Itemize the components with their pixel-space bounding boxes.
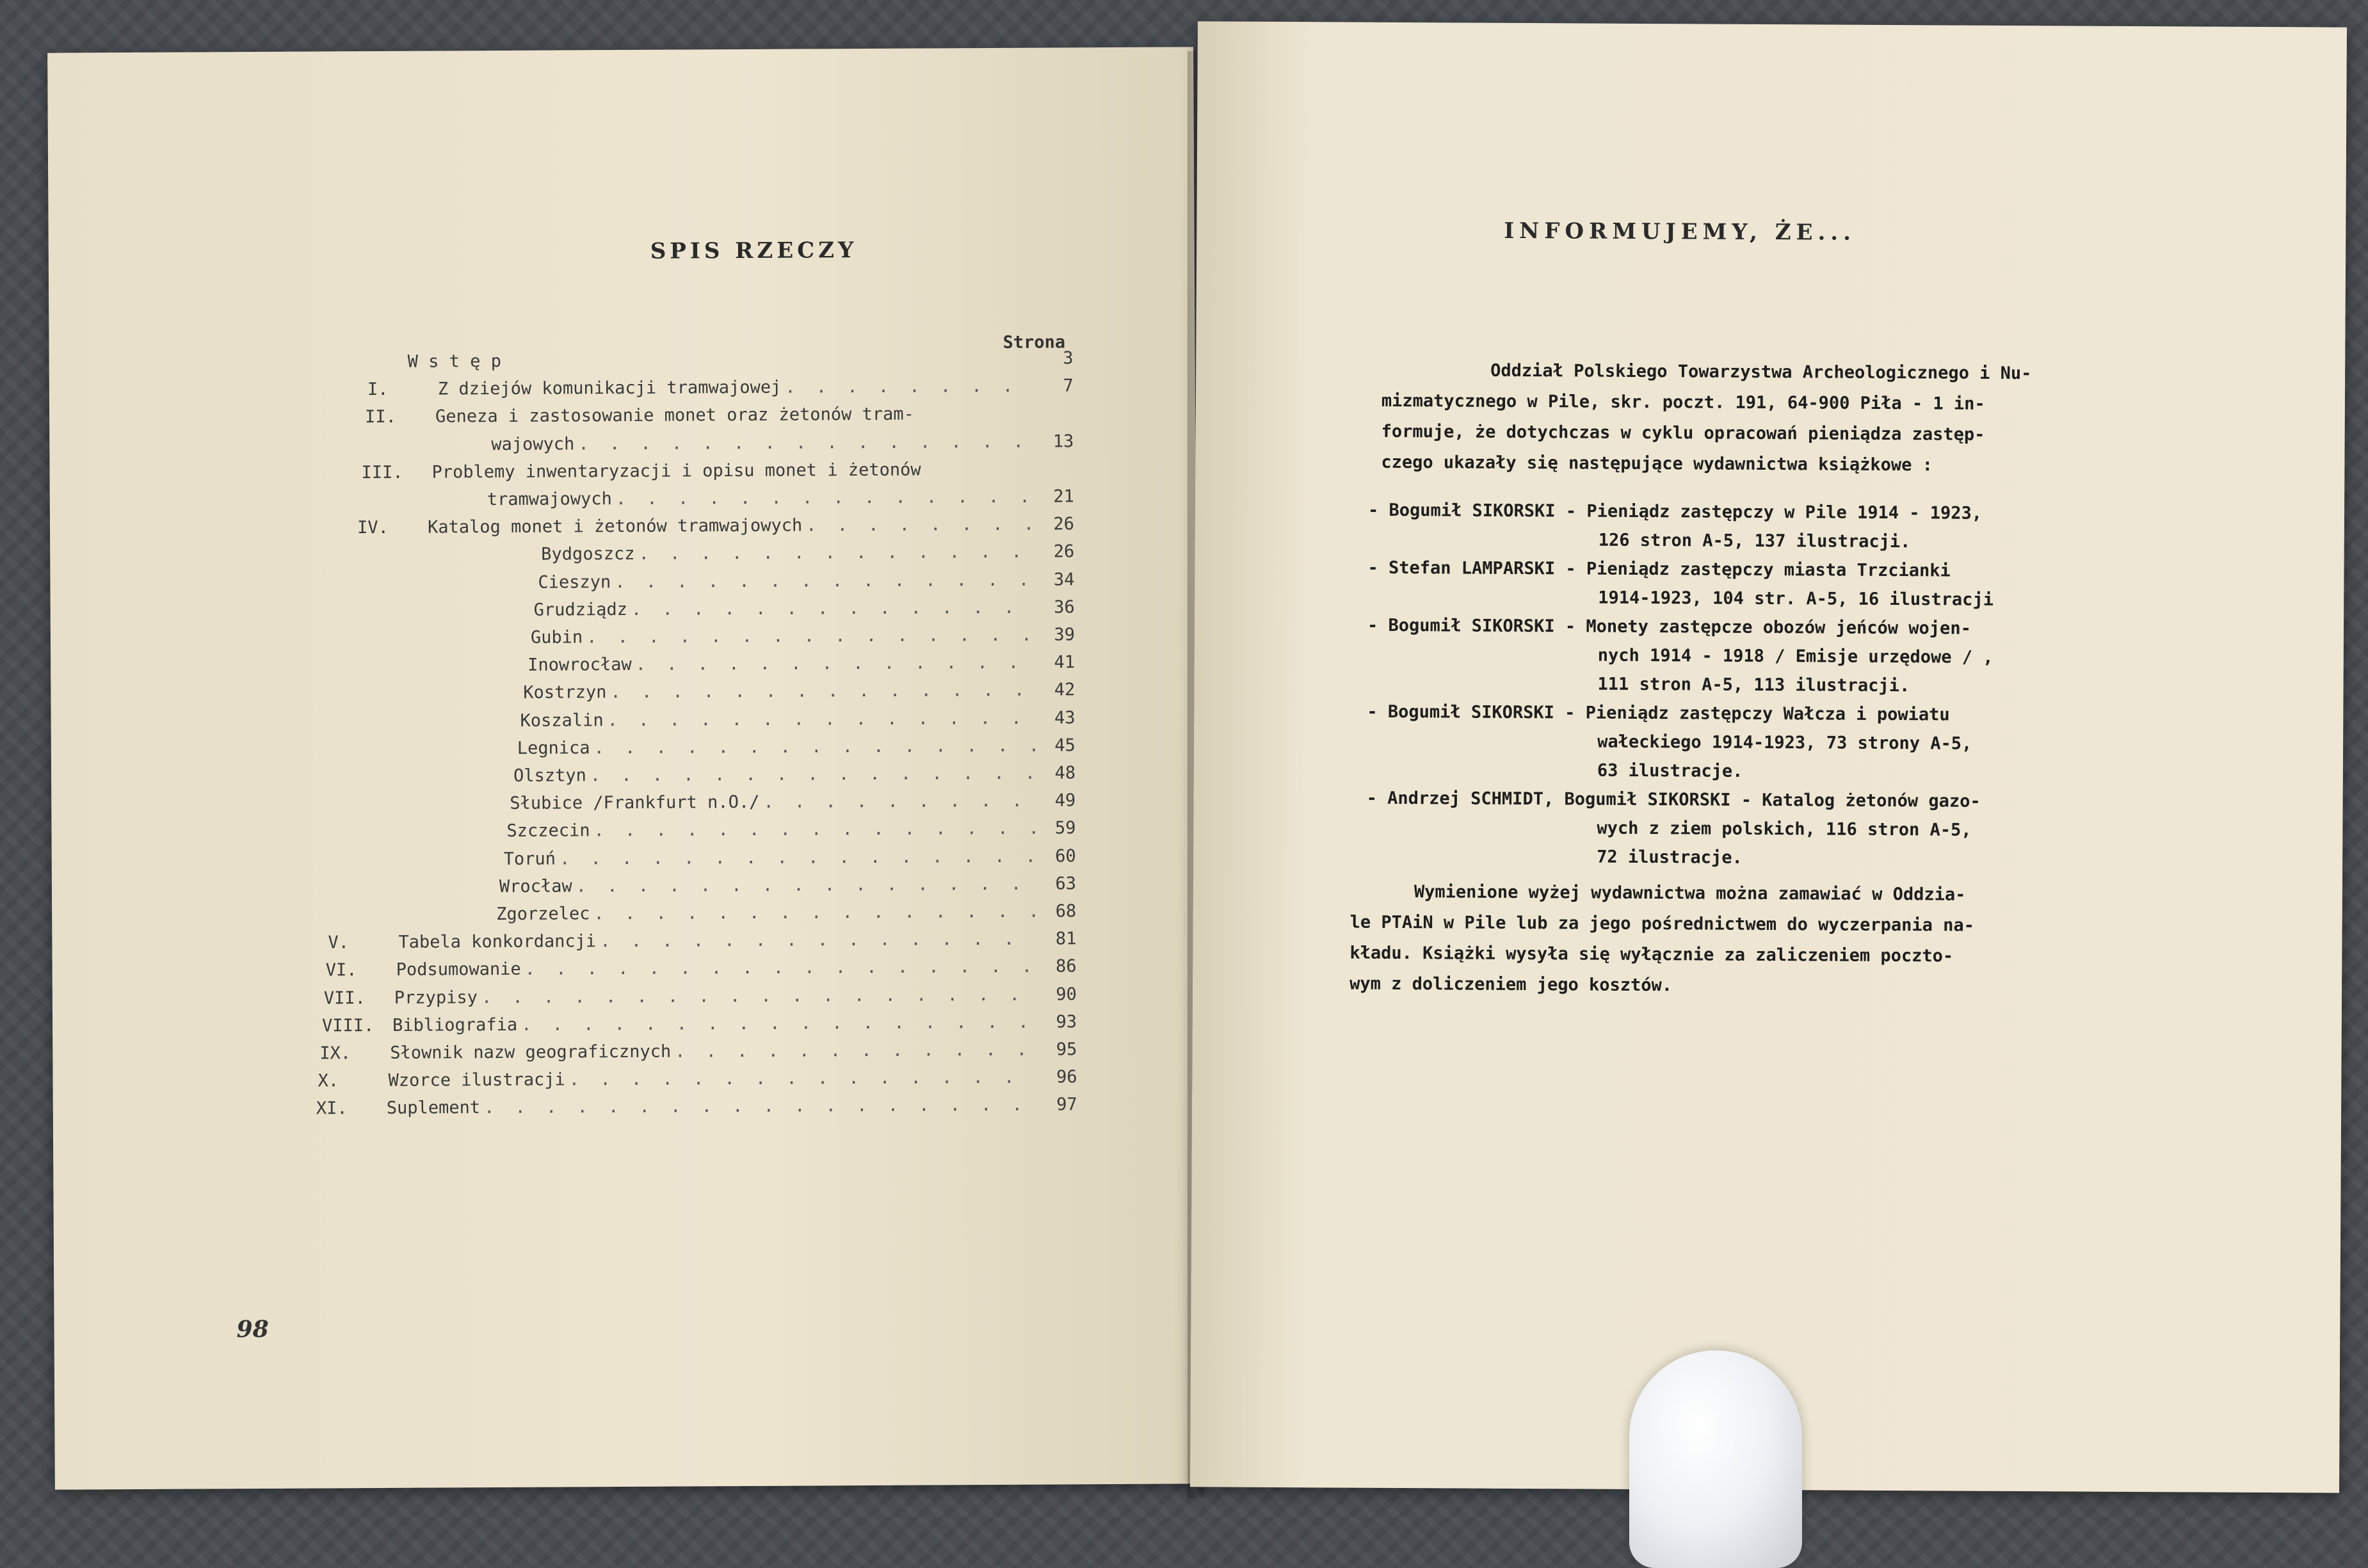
toc-entry-number: III. <box>361 462 403 483</box>
toc-leader-dots <box>604 708 1037 731</box>
toc-leader-dots <box>517 1012 1038 1035</box>
toc-entry <box>316 1094 1077 1118</box>
toc-leader-dots <box>606 680 1036 703</box>
publication-line: nych 1914 - 1918 / Emisje urzędowe / , <box>1597 645 1993 668</box>
toc-leader-dots <box>802 515 1036 536</box>
intro-paragraph <box>1381 355 2031 481</box>
toc-leader-dots <box>671 1040 1038 1062</box>
toc-entry-number: VII. <box>323 988 366 1009</box>
toc-entry-title: Słubice /Frankfurt n.O./ <box>510 792 760 813</box>
publication-line: 63 ilustracje. <box>1597 760 1743 781</box>
closing-line: Wymienione wyżej wydawnictwa można zamawiać w Oddzia- <box>1414 882 1966 905</box>
publication-line: - Bogumił SIKORSKI - Pieniądz zastępczy Wałcza i powiatu <box>1367 701 1950 725</box>
toc-entry-title: Suplement <box>386 1098 481 1118</box>
toc-entry-number: X. <box>318 1071 339 1091</box>
publication-line: 72 ilustracje. <box>1597 847 1743 868</box>
toc-leader-dots <box>590 902 1038 924</box>
publication-line: - Stefan LAMPARSKI - Pieniądz zastępczy miasta Trzcianki <box>1367 557 1951 581</box>
toc-entry <box>328 929 1076 952</box>
publication-line: 126 stron A-5, 137 ilustracji. <box>1598 530 1911 552</box>
toc-entry-title: Przypisy <box>394 988 478 1008</box>
toc-entry-title: Kostrzyn <box>523 682 607 703</box>
toc-entry <box>513 763 1075 786</box>
publication-line: 111 stron A-5, 113 ilustracji. <box>1597 674 1910 696</box>
toc-entry-page: 26 <box>1053 541 1075 562</box>
toc-entry <box>324 984 1077 1008</box>
toc-entry-number: IX. <box>319 1043 351 1064</box>
toc-entry <box>531 625 1075 647</box>
toc-leader-dots <box>759 791 1037 812</box>
toc-entry-title: wajowych <box>491 434 575 455</box>
toc-entry-title: Z dziejów komunikacji tramwajowej <box>437 377 782 399</box>
toc-entry-title: Podsumowanie <box>396 959 521 980</box>
closing-paragraph <box>1349 877 1974 1003</box>
toc-entry-page: 49 <box>1054 790 1076 811</box>
toc-leader-dots <box>781 376 1035 397</box>
right-page <box>1190 21 2347 1492</box>
toc-entry <box>496 901 1076 924</box>
toc-entry-page: 90 <box>1056 984 1077 1005</box>
toc-leader-dots <box>611 570 1036 592</box>
toc-entry <box>506 818 1075 841</box>
toc-entry-title: Bydgoszcz <box>541 543 635 564</box>
toc-entry-number: VI. <box>325 960 357 980</box>
toc-entry <box>534 597 1075 620</box>
toc-leader-dots <box>556 847 1038 869</box>
toc-entry <box>487 486 1074 509</box>
toc-entry-page: 96 <box>1056 1067 1077 1087</box>
intro-line: czego ukazały się następujące wydawnictwa książkowe : <box>1381 452 1933 476</box>
toc-entry <box>365 403 1074 427</box>
toc-entry-number: II. <box>365 406 396 428</box>
toc-entry <box>541 541 1074 564</box>
publication-line: - Bogumił SIKORSKI - Pieniądz zastępczy w Pile 1914 - 1923, <box>1367 500 1983 524</box>
toc-entry-title: Katalog monet i żetonów tramwajowych <box>427 515 803 538</box>
toc-entry-page: 48 <box>1054 763 1076 783</box>
toc-entry <box>322 1012 1077 1036</box>
toc-entry-page: 45 <box>1054 735 1075 756</box>
toc-entry-page: 3 <box>1063 348 1074 369</box>
publication-line: - Andrzej SCHMIDT, Bogumił SIKORSKI - Katalog żetonów gazo- <box>1366 788 1981 812</box>
intro-line: Oddział Polskiego Towarzystwa Archeologicznego i Nu- <box>1490 360 2032 384</box>
intro-line: formuje, że dotychczas w cyklu opracowań pieniądza zastęp- <box>1381 421 1985 445</box>
toc-entry-title: Gubin <box>530 627 583 648</box>
toc-entry-number: VIII. <box>322 1016 375 1036</box>
toc-entry-title: Bibliografia <box>392 1014 518 1036</box>
toc-entry-title: Olsztyn <box>513 765 586 786</box>
toc-entry <box>319 1039 1077 1063</box>
toc-entry <box>517 735 1075 758</box>
toc-leader-dots <box>590 736 1037 758</box>
toc-entry-title: Wzorce ilustracji <box>388 1069 565 1091</box>
toc-entry-title: Toruń <box>503 849 556 869</box>
toc-entry-page: 42 <box>1054 680 1075 700</box>
toc-entry-page: 21 <box>1053 486 1074 507</box>
toc-heading: SPIS RZECZY <box>650 237 858 264</box>
toc-entry-title: Zgorzelec <box>496 904 590 925</box>
toc-entry-number: IV. <box>357 517 389 538</box>
toc-entry-page: 39 <box>1054 625 1075 645</box>
toc-leader-dots <box>480 1095 1039 1118</box>
toc-entry <box>361 459 1074 483</box>
table-of-contents <box>47 47 1201 1489</box>
toc-entry-number: V. <box>328 932 350 953</box>
toc-entry <box>499 874 1076 897</box>
publication-list <box>1366 496 1994 874</box>
toc-entry-page: 7 <box>1063 376 1074 396</box>
toc-entry-page: 86 <box>1056 956 1077 977</box>
toc-entry <box>538 570 1074 592</box>
toc-entry-title: W s t ę p <box>407 351 502 372</box>
toc-entry-title: Tabela konkordancji <box>398 931 597 952</box>
toc-leader-dots <box>627 598 1036 620</box>
toc-entry-title: Grudziądz <box>533 599 628 620</box>
toc-entry-page: 95 <box>1056 1039 1077 1060</box>
publication-line: wałeckiego 1914-1923, 73 strony A-5, <box>1597 732 1972 754</box>
page-number: 98 <box>236 1315 269 1343</box>
toc-entry-title: Problemy inwentaryzacji i opisu monet i żetonów <box>431 460 921 483</box>
toc-entry-page: 60 <box>1055 846 1076 867</box>
toc-entry-page: 36 <box>1054 597 1075 618</box>
toc-entry-title: Geneza i zastosowanie monet oraz żetonów tram- <box>435 404 914 427</box>
closing-line: wym z doliczeniem jego kosztów. <box>1349 973 1673 996</box>
toc-entry <box>318 1067 1077 1091</box>
toc-leader-dots <box>586 764 1037 786</box>
toc-leader-dots <box>583 625 1036 648</box>
publication-line: 1914-1923, 104 str. A-5, 16 ilustracji <box>1598 588 1994 610</box>
toc-entry <box>510 790 1075 813</box>
toc-entry-title: Szczecin <box>506 820 590 841</box>
publication-line: - Bogumił SIKORSKI - Monety zastępcze obozów jeńców wojen- <box>1367 615 1971 639</box>
toc-entry-page: 13 <box>1052 431 1074 452</box>
intro-line: mizmatycznego w Pile, skr. poczt. 191, 64-900 Piła - 1 in- <box>1381 390 1985 414</box>
toc-entry-page: 34 <box>1053 570 1075 590</box>
left-page <box>47 47 1201 1489</box>
toc-leader-dots <box>521 957 1038 979</box>
toc-entry <box>504 846 1076 869</box>
toc-entry-page: 43 <box>1054 708 1075 728</box>
toc-entry-title: Cieszyn <box>538 572 611 593</box>
toc-leader-dots <box>574 432 1035 454</box>
toc-entry <box>367 376 1074 399</box>
toc-entry <box>326 956 1077 980</box>
toc-entry-page: 93 <box>1056 1012 1077 1032</box>
toc-leader-dots <box>634 542 1036 564</box>
info-heading: INFORMUJEMY, ŻE... <box>1504 218 1857 246</box>
toc-leader-dots <box>590 819 1037 841</box>
toc-entry-page: 68 <box>1055 901 1077 922</box>
gloved-finger <box>1629 1350 1802 1568</box>
publication-line: wych z ziem polskich, 116 stron A-5, <box>1597 818 1972 840</box>
toc-leader-dots <box>565 1068 1039 1090</box>
closing-line: kładu. Książki wysyła się wyłącznie za zaliczeniem poczto- <box>1349 943 1954 966</box>
toc-entry-page: 26 <box>1053 514 1075 534</box>
toc-entry-page: 59 <box>1054 818 1076 838</box>
toc-page-column-label: Strona <box>1003 332 1066 353</box>
toc-entry-title: Wrocław <box>499 876 572 897</box>
toc-entry <box>520 708 1075 731</box>
toc-entry <box>357 514 1074 538</box>
toc-entry-page: 97 <box>1056 1094 1077 1115</box>
toc-entry-title: tramwajowych <box>487 489 612 510</box>
toc-entry-number: I. <box>367 379 389 400</box>
toc-leader-dots <box>478 985 1038 1008</box>
toc-entry-page: 63 <box>1055 874 1077 894</box>
toc-entry-title: Słownik nazw geograficznych <box>390 1041 672 1063</box>
toc-entry-number: XI. <box>316 1098 348 1119</box>
toc-leader-dots <box>632 653 1037 675</box>
toc-entry <box>408 348 1074 371</box>
toc-leader-dots <box>572 874 1038 897</box>
toc-entry-title: Legnica <box>517 738 590 758</box>
toc-entry-page: 81 <box>1055 929 1077 949</box>
toc-entry-page: 41 <box>1054 652 1075 673</box>
toc-leader-dots <box>596 929 1038 952</box>
toc-entry <box>491 431 1074 454</box>
toc-entry-title: Koszalin <box>520 710 604 731</box>
toc-leader-dots <box>612 487 1036 509</box>
toc-entry <box>528 652 1075 675</box>
toc-entry <box>523 680 1075 703</box>
closing-line: le PTAiN w Pile lub za jego pośrednictwem do wyczerpania na- <box>1349 912 1975 936</box>
toc-entry-title: Inowrocław <box>528 654 632 675</box>
